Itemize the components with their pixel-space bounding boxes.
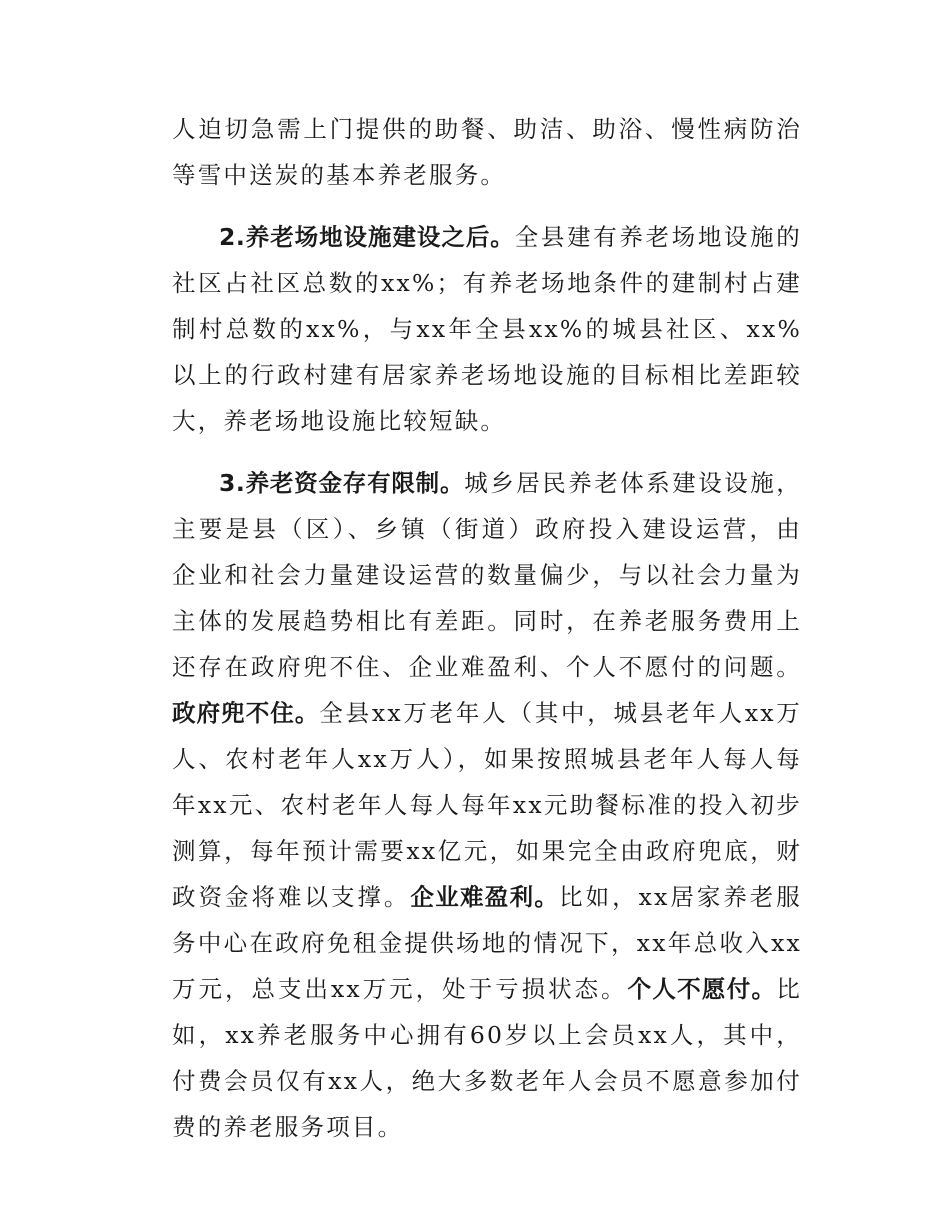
paragraph-3-subheading-2: 企业难盈利。 [410, 883, 560, 911]
paragraph-3-heading: 3.养老资金存有限制。 [219, 469, 465, 497]
paragraph-3-text-3: 比如，xx居家养老服务中心在政府免租金提供场地的情况下，xx年总收入xx万元，总支出xx万元，处于亏损状态。 [172, 883, 802, 1003]
paragraph-2-text: 全县建有养老场地设施的社区占社区总数的xx%；有养老场地条件的建制村占建制村总数的xx%，与xx年全县xx%的城县社区、xx%以上的行政村建有居家养老场地设施的目标相比差距较大，养老场地设施比较短缺。 [172, 223, 803, 435]
paragraph-3-subheading-1: 政府兜不住。 [172, 699, 320, 727]
paragraph-1-text: 人迫切急需上门提供的助餐、助洁、助浴、慢性病防治等雪中送炭的基本养老服务。 [172, 115, 802, 189]
document-body [172, 106, 802, 1150]
paragraph-3-text-4: 比如，xx养老服务中心拥有60岁以上会员xx人，其中，付费会员仅有xx人，绝大多数老年人会员不愿意参加付费的养老服务项目。 [172, 975, 803, 1141]
paragraph-2-heading: 2.养老场地设施建设之后。 [219, 223, 515, 251]
paragraph-3-subheading-3: 个人不愿付。 [627, 975, 777, 1003]
paragraph-3-text-2: 全县xx万老年人（其中，城县老年人xx万人、农村老年人xx万人），如果按照城县老年人每人每年xx元、农村老年人每人每年xx元助餐标准的投入初步测算，每年预计需要xx亿元，如果完全由政府兜底，财政资金将难以支撑。 [172, 699, 802, 911]
paragraph-3 [172, 460, 802, 1150]
paragraph-3-text-1: 城乡居民养老体系建设设施，主要是县（区）、乡镇（街道）政府投入建设运营，由企业和社会力量建设运营的数量偏少，与以社会力量为主体的发展趋势相比有差距。同时，在养老服务费用上还存在政府兜不住、企业难盈利、个人不愿付的问题。 [172, 469, 803, 681]
paragraph-1 [172, 106, 802, 198]
paragraph-2 [172, 214, 802, 444]
